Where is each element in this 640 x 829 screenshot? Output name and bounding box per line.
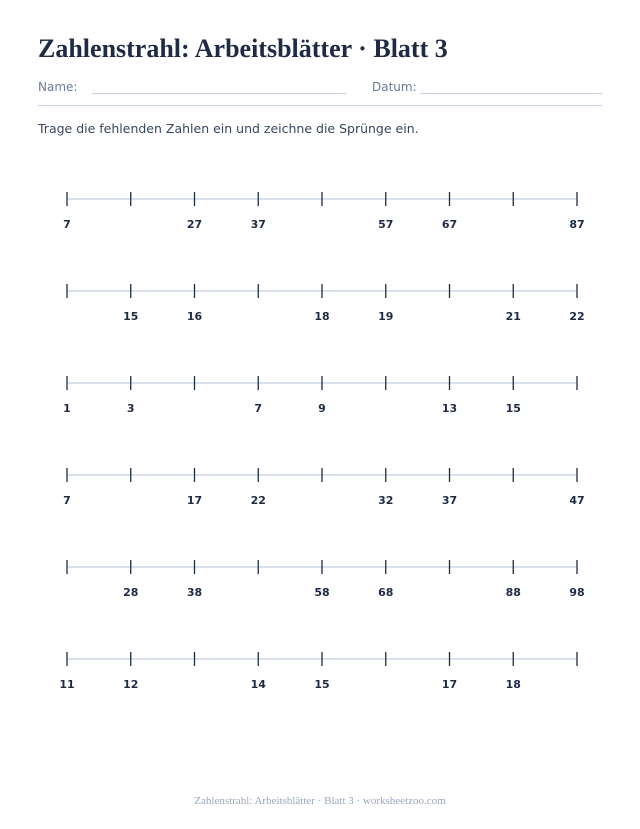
number-line [59,652,577,691]
tick-label: 22 [569,310,585,323]
tick-label: 18 [314,310,330,323]
number-line [63,468,584,507]
tick-label: 22 [250,494,266,507]
tick-label: 13 [441,402,458,415]
tick-label: 7 [63,494,71,507]
tick-label: 37 [250,218,266,231]
tick-label: 11 [59,678,75,691]
tick-label: 18 [505,678,521,691]
tick-label: 37 [441,494,458,507]
tick-label: 9 [318,402,326,415]
tick-label: 16 [186,310,203,323]
tick-label: 87 [569,218,585,231]
tick-label: 27 [186,218,203,231]
number-line [67,560,585,599]
tick-label: 7 [254,402,263,415]
name-label: Name: [38,80,78,94]
tick-label: 7 [63,218,71,231]
tick-label: 47 [569,494,585,507]
page-title: Zahlenstrahl: Arbeitsblätter · Blatt 3 [38,34,448,63]
tick-label: 58 [314,586,330,599]
tick-label: 1 [63,402,71,415]
number-line [63,192,584,231]
tick-label: 32 [378,494,394,507]
instruction-text: Trage die fehlenden Zahlen ein und zeichne die Sprünge ein. [38,121,419,136]
number-line [67,284,585,323]
tick-label: 15 [123,310,139,323]
tick-label: 17 [186,494,203,507]
tick-label: 67 [441,218,458,231]
tick-label: 57 [378,218,394,231]
tick-label: 19 [378,310,394,323]
tick-label: 88 [505,586,521,599]
tick-label: 98 [569,586,585,599]
tick-label: 14 [250,678,266,691]
tick-label: 15 [505,402,521,415]
tick-label: 3 [126,402,135,415]
date-label: Datum: [372,80,417,94]
tick-label: 12 [123,678,139,691]
tick-label: 38 [186,586,203,599]
tick-label: 21 [505,310,521,323]
tick-label: 15 [314,678,330,691]
tick-label: 68 [378,586,394,599]
tick-label: 17 [441,678,458,691]
number-line [63,376,577,415]
page-footer: Zahlenstrahl: Arbeitsblätter · Blatt 3 · worksheetzoo.com [194,795,446,807]
tick-label: 28 [123,586,139,599]
